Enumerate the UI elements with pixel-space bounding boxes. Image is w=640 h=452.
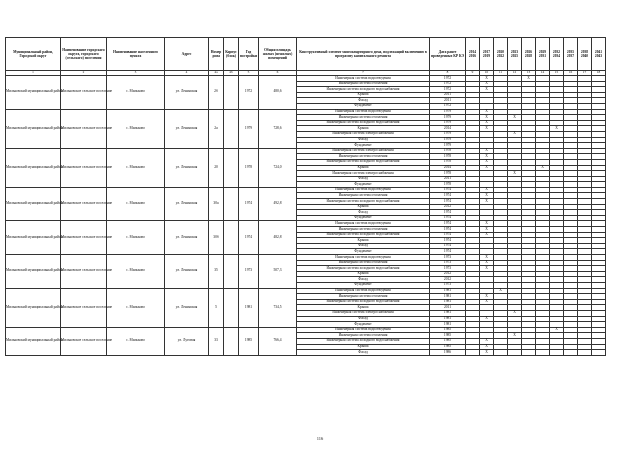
prev-repair-date: 1974 — [430, 187, 466, 193]
col-header-total-area: Общая площадь жилых (нежилых) помещений — [259, 38, 297, 71]
settlement-cell: Мильковское сельское поселение — [61, 148, 107, 187]
prev-repair-date: 1979 — [430, 143, 466, 149]
year-built-cell: 1978 — [239, 148, 259, 187]
period-cell — [550, 350, 564, 356]
col-header-period: 2014 2016 — [466, 38, 480, 71]
settlement-cell: Мильковское сельское поселение — [61, 187, 107, 221]
col-header-address: Адрес — [165, 38, 209, 71]
element-name: Инженерная система отопления — [297, 260, 430, 266]
year-built-cell: 1972 — [239, 76, 259, 110]
col-header-period: 2032 2034 — [550, 38, 564, 71]
column-number: 4б — [224, 71, 239, 76]
district-cell: Мильковский муниципальный район — [6, 255, 61, 289]
column-number: 16 — [564, 71, 578, 76]
column-number: 5 — [239, 71, 259, 76]
period-cell — [480, 350, 494, 356]
element-name: Крыша — [297, 92, 430, 98]
settlement-cell: Мильковское сельское поселение — [61, 327, 107, 355]
period-cell — [564, 350, 578, 356]
district-cell: Мильковский муниципальный район — [6, 109, 61, 148]
prev-repair-date: 1972 — [430, 76, 466, 82]
element-name: Фасад — [297, 210, 430, 216]
repair-mark: X — [485, 299, 488, 304]
repair-mark: X — [485, 159, 488, 164]
element-name: Фундамент — [297, 249, 430, 255]
element-name: Фундамент — [297, 322, 430, 328]
district-cell: Мильковский муниципальный район — [6, 187, 61, 221]
col-header-building: Корпус (блок) — [224, 38, 239, 71]
period-cell — [494, 350, 508, 356]
period-cell — [592, 350, 606, 356]
address-cell: ул. Ленинская — [165, 288, 209, 327]
prev-repair-date: 1972 — [430, 103, 466, 109]
element-name: Фасад — [297, 137, 430, 143]
prev-repair-date: 1981 — [430, 288, 466, 294]
repair-mark: X — [485, 220, 488, 225]
repair-mark: X — [485, 109, 488, 114]
repair-mark: X — [485, 260, 488, 265]
prev-repair-date: 2012 — [430, 271, 466, 277]
col-header-year-built: Год постройки — [239, 38, 259, 71]
col-header-settlement: Наименование городского округа, городского (сельского) поселения — [61, 38, 107, 71]
element-name: Фундамент — [297, 143, 430, 149]
settlement-cell: Мильковское сельское поселение — [61, 109, 107, 148]
repair-mark: X — [485, 293, 488, 298]
building-cell — [224, 221, 239, 255]
district-cell: Мильковский муниципальный район — [6, 76, 61, 110]
column-number: 4а — [209, 71, 224, 76]
period-cell — [578, 350, 592, 356]
repair-mark: X — [513, 332, 516, 337]
repair-mark: X — [485, 226, 488, 231]
col-header-period: 2023 2025 — [508, 38, 522, 71]
period-cell — [536, 350, 550, 356]
prev-repair-date: 1985 — [430, 338, 466, 344]
repair-mark: X — [485, 265, 488, 270]
prev-repair-date: 1981 — [430, 299, 466, 305]
repair-mark: X — [485, 192, 488, 197]
repair-mark: X — [513, 131, 516, 136]
element-name: Фундамент — [297, 103, 430, 109]
prev-repair-date: 1979 — [430, 120, 466, 126]
prev-repair-date: 2014 — [430, 165, 466, 171]
locality-cell: с. Мильково — [107, 221, 165, 255]
col-header-period: 2029 2031 — [536, 38, 550, 71]
prev-repair-date: 1974 — [430, 193, 466, 199]
element-name: Крыша — [297, 344, 430, 350]
house-number-cell: 30а — [209, 187, 224, 221]
address-cell: ул. Ленинская — [165, 76, 209, 110]
house-number-cell: 2б — [209, 76, 224, 110]
element-name: Инженерная система водоотведения — [297, 327, 430, 333]
period-cell — [466, 350, 480, 356]
prev-repair-date: 1974 — [430, 243, 466, 249]
element-name: Инженерная система отопления — [297, 333, 430, 339]
address-cell: ул. Ленинская — [165, 187, 209, 221]
total-area-cell: 492,8 — [259, 187, 297, 221]
house-number-cell: 33 — [209, 327, 224, 355]
locality-cell: с. Мильково — [107, 327, 165, 355]
element-name: Инженерная система холодного водоснабжения — [297, 159, 430, 165]
repair-mark: X — [513, 170, 516, 175]
element-name: Инженерная система отопления — [297, 115, 430, 121]
settlement-cell: Мильковское сельское поселение — [61, 288, 107, 327]
element-name: Фасад — [297, 350, 430, 356]
element-name: Инженерная система отопления — [297, 81, 430, 87]
house-number-cell: 5 — [209, 288, 224, 327]
house-number-cell: 2а — [209, 109, 224, 148]
column-number: 6 — [259, 71, 297, 76]
col-header-house-number: Номер дома — [209, 38, 224, 71]
building-cell — [224, 109, 239, 148]
element-name: Инженерная система отопления — [297, 193, 430, 199]
house-number-cell: 30б — [209, 221, 224, 255]
repair-mark: X — [485, 254, 488, 259]
address-cell: ул. Ленинская — [165, 221, 209, 255]
repair-mark: X — [541, 165, 544, 169]
repair-mark: X — [485, 114, 488, 119]
col-header-locality: Наименование населенного пункта — [107, 38, 165, 71]
element-name: Инженерная система холодного водоснабжения — [297, 199, 430, 205]
element-name: Инженерная система отопления — [297, 227, 430, 233]
year-built-cell: 1985 — [239, 327, 259, 355]
prev-repair-date: 1979 — [430, 115, 466, 121]
prev-repair-date: 1974 — [430, 227, 466, 233]
address-cell: ул. Луговая — [165, 327, 209, 355]
prev-repair-date: 2014 — [430, 126, 466, 132]
repair-mark: X — [485, 120, 488, 125]
element-name: Инженерная система электроснабжения — [297, 131, 430, 137]
address-cell: ул. Ленинская — [165, 255, 209, 289]
total-area-cell: 724,0 — [259, 148, 297, 187]
element-name: Инженерная система холодного водоснабжения — [297, 266, 430, 272]
column-number: 18 — [592, 71, 606, 76]
element-name: Инженерная система холодного водоснабжения — [297, 299, 430, 305]
year-built-cell: 1974 — [239, 187, 259, 221]
element-name: Фасад — [297, 277, 430, 283]
element-name: Фасад — [297, 176, 430, 182]
element-name: Инженерная система электроснабжения — [297, 171, 430, 177]
prev-repair-date: 1974 — [430, 238, 466, 244]
column-number: 12 — [508, 71, 522, 76]
period-cell — [522, 350, 536, 356]
repair-mark: X — [527, 75, 530, 80]
house-number-cell: 20 — [209, 148, 224, 187]
prev-repair-date: 1978 — [430, 171, 466, 177]
address-cell: ул. Ленинская — [165, 109, 209, 148]
prev-repair-date: 2011 — [430, 92, 466, 98]
prev-repair-date: 1974 — [430, 232, 466, 238]
prev-repair-date: 1986 — [430, 350, 466, 356]
col-header-period: 2017 2019 — [480, 38, 494, 71]
prev-repair-date: 2011 — [430, 176, 466, 182]
district-cell: Мильковский муниципальный район — [6, 327, 61, 355]
col-header-period: 2035 2037 — [564, 38, 578, 71]
prev-repair-date: 1978 — [430, 154, 466, 160]
repair-mark: X — [485, 165, 488, 169]
locality-cell: с. Мильково — [107, 148, 165, 187]
column-number: 2 — [61, 71, 107, 76]
prev-repair-date: 1978 — [430, 148, 466, 154]
repair-mark: X — [485, 75, 488, 80]
col-header-district: Муниципальный район, Городской округ — [6, 38, 61, 71]
year-built-cell: 1973 — [239, 255, 259, 289]
element-name: Крыша — [297, 305, 430, 311]
column-number: 17 — [578, 71, 592, 76]
prev-repair-date: 1979 — [430, 137, 466, 143]
building-cell — [224, 327, 239, 355]
prev-repair-date: 1973 — [430, 255, 466, 261]
locality-cell: с. Мильково — [107, 288, 165, 327]
element-name: Фундамент — [297, 282, 430, 288]
element-name: Инженерная система водоотведения — [297, 288, 430, 294]
col-header-period: 2020 2022 — [494, 38, 508, 71]
repair-mark: X — [555, 327, 558, 332]
column-number: 11 — [494, 71, 508, 76]
prev-repair-date: 1974 — [430, 215, 466, 221]
element-name: Крыша — [297, 204, 430, 210]
repair-mark: X — [499, 288, 502, 293]
total-area-cell: 734,5 — [259, 288, 297, 327]
repair-mark: X — [485, 349, 488, 354]
repair-mark: X — [485, 153, 488, 158]
prev-repair-date: 1985 — [430, 333, 466, 339]
prev-repair-date: 1972 — [430, 87, 466, 93]
prev-repair-date: 1974 — [430, 249, 466, 255]
col-header-period: 2026 2028 — [522, 38, 536, 71]
prev-repair-date: 2011 — [430, 305, 466, 311]
district-cell: Мильковский муниципальный район — [6, 221, 61, 255]
capital-repair-register-table — [5, 37, 606, 356]
element-name: Инженерная система отопления — [297, 154, 430, 160]
column-number: 13 — [522, 71, 536, 76]
col-header-period: 2038 2040 — [578, 38, 592, 71]
prev-repair-date: 1978 — [430, 182, 466, 188]
prev-repair-date: 1981 — [430, 322, 466, 328]
element-name: Инженерная система холодного водоснабжения — [297, 120, 430, 126]
element-name: Инженерная система холодного водоснабжения — [297, 232, 430, 238]
total-area-cell: 766,4 — [259, 327, 297, 355]
building-cell — [224, 187, 239, 221]
period-cell — [508, 350, 522, 356]
repair-mark: X — [513, 114, 516, 119]
total-area-cell: 728,6 — [259, 109, 297, 148]
element-name: Фасад — [297, 243, 430, 249]
prev-repair-date: 1974 — [430, 199, 466, 205]
district-cell: Мильковский муниципальный район — [6, 148, 61, 187]
prev-repair-date: 1973 — [430, 282, 466, 288]
column-number: 7 — [297, 71, 430, 76]
element-name: Фундамент — [297, 215, 430, 221]
element-name: Крыша — [297, 271, 430, 277]
element-name: Фасад — [297, 98, 430, 104]
prev-repair-date: 1973 — [430, 260, 466, 266]
prev-repair-date: 1974 — [430, 221, 466, 227]
column-number: 14 — [536, 71, 550, 76]
address-cell: ул. Ленинская — [165, 148, 209, 187]
element-name: Инженерная система холодного водоснабжения — [297, 87, 430, 93]
year-built-cell: 1981 — [239, 288, 259, 327]
element-name: Инженерная система холодного водоснабжения — [297, 338, 430, 344]
register-body — [6, 76, 606, 356]
repair-mark: X — [485, 232, 488, 237]
element-name: Фундамент — [297, 182, 430, 188]
settlement-cell: Мильковское сельское поселение — [61, 255, 107, 289]
element-name: Инженерная система водоотведения — [297, 187, 430, 193]
column-number: 4 — [165, 71, 209, 76]
building-cell — [224, 76, 239, 110]
column-number: 3 — [107, 71, 165, 76]
element-name: Инженерная система электроснабжения — [297, 148, 430, 154]
prev-repair-date: 1979 — [430, 131, 466, 137]
column-number: 15 — [550, 71, 564, 76]
col-header-element: Конструктивный элемент многоквартирного дома, подлежащий включению в программу капитального ремонта — [297, 38, 430, 71]
prev-repair-date: 2011 — [430, 98, 466, 104]
prev-repair-date: 2012 — [430, 204, 466, 210]
repair-mark: X — [485, 125, 488, 130]
col-header-prev-repair: Дата ранее проведенных КР КЭ — [430, 38, 466, 71]
prev-repair-date: 1981 — [430, 294, 466, 300]
column-number: 8 — [430, 71, 466, 76]
page-number: 116 — [316, 436, 324, 441]
building-cell — [224, 288, 239, 327]
year-built-cell: 1979 — [239, 109, 259, 148]
element-name: Инженерная система водоотведения — [297, 76, 430, 82]
prev-repair-date: 1978 — [430, 159, 466, 165]
district-cell: Мильковский муниципальный район — [6, 288, 61, 327]
element-name: Инженерная система электроснабжения — [297, 310, 430, 316]
settlement-cell: Мильковское сельское поселение — [61, 221, 107, 255]
house-number-cell: 35 — [209, 255, 224, 289]
prev-repair-date: 1972 — [430, 81, 466, 87]
element-name: Крыша — [297, 126, 430, 132]
prev-repair-date: 1974 — [430, 210, 466, 216]
repair-mark: X — [485, 198, 488, 203]
total-area-cell: 507,3 — [259, 255, 297, 289]
prev-repair-date: 1985 — [430, 327, 466, 333]
prev-repair-date: 1981 — [430, 310, 466, 316]
building-cell — [224, 255, 239, 289]
repair-mark: X — [555, 125, 558, 130]
prev-repair-date: 1973 — [430, 266, 466, 272]
repair-mark: X — [485, 187, 488, 192]
repair-mark: X — [485, 344, 488, 348]
building-cell — [224, 148, 239, 187]
element-name: Фасад — [297, 316, 430, 322]
total-area-cell: 482,8 — [259, 221, 297, 255]
column-number: 9 — [466, 71, 480, 76]
locality-cell: с. Мильково — [107, 187, 165, 221]
repair-mark: X — [485, 316, 488, 321]
locality-cell: с. Мильково — [107, 255, 165, 289]
locality-cell: с. Мильково — [107, 109, 165, 148]
repair-mark: X — [485, 86, 488, 91]
element-name: Инженерная система отопления — [297, 294, 430, 300]
total-area-cell: 480,6 — [259, 76, 297, 110]
locality-cell: с. Мильково — [107, 76, 165, 110]
column-number: 1 — [6, 71, 61, 76]
element-name: Инженерная система водоотведения — [297, 255, 430, 261]
prev-repair-date: 2012 — [430, 277, 466, 283]
element-name: Крыша — [297, 238, 430, 244]
column-number: 10 — [480, 71, 494, 76]
col-header-period: 2041 2043 — [592, 38, 606, 71]
year-built-cell: 1974 — [239, 221, 259, 255]
repair-mark: X — [513, 310, 516, 315]
element-name: Крыша — [297, 165, 430, 171]
header-row — [6, 38, 606, 71]
settlement-cell: Мильковское сельское поселение — [61, 76, 107, 110]
element-name: Инженерная система водоотведения — [297, 109, 430, 115]
repair-mark: X — [485, 148, 488, 153]
element-name: Инженерная система водоотведения — [297, 221, 430, 227]
prev-repair-date: 1981 — [430, 316, 466, 322]
prev-repair-date: 1979 — [430, 109, 466, 115]
repair-mark: X — [485, 338, 488, 343]
prev-repair-date: 1985 — [430, 344, 466, 350]
repair-mark: X — [485, 81, 488, 86]
